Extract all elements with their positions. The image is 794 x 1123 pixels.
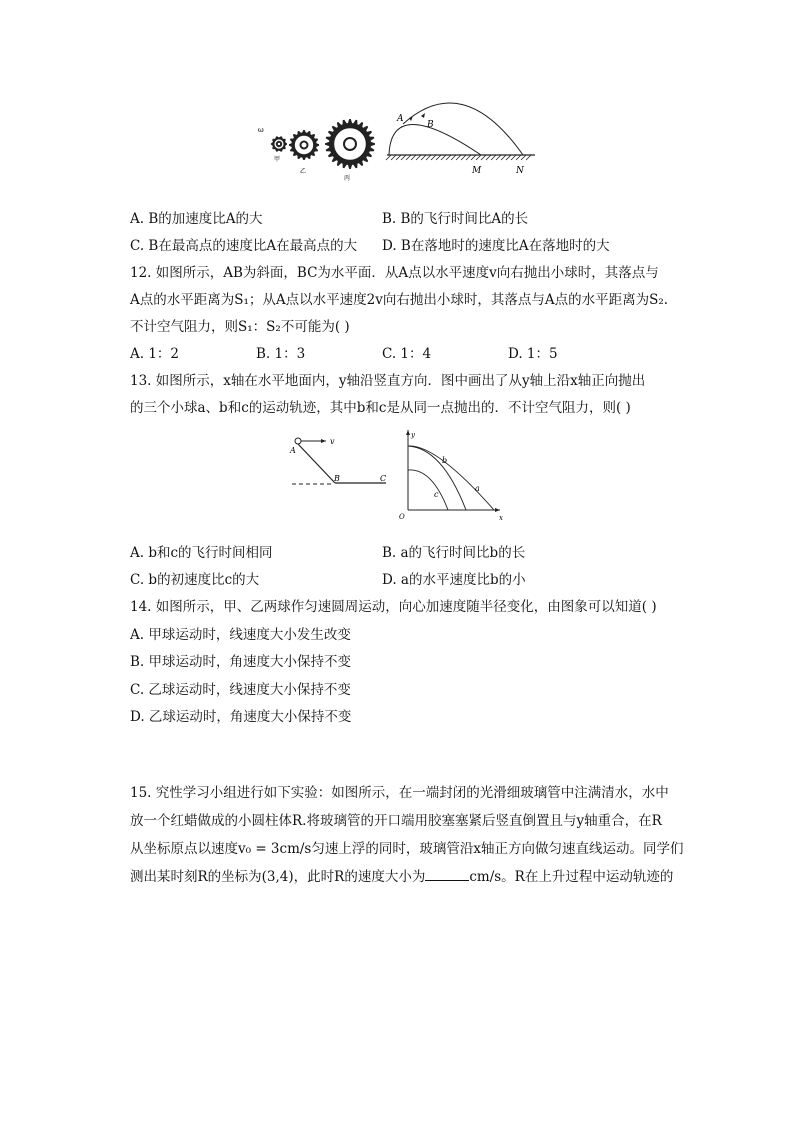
q13-line-1: 13. 如图所示，x轴在水平地面内，y轴沿竖直方向．图中画出了从y轴上沿x轴正向抛出 [130,373,646,389]
q14-option-c: C. 乙球运动时，线速度大小保持不变 [130,682,351,698]
q14-option-d: D. 乙球运动时，角速度大小保持不变 [130,709,352,725]
q14-option-a: A. 甲球运动时，线速度大小发生改变 [130,627,351,643]
curve-label-b: b [442,456,448,465]
trajectory-axes-figure [396,426,506,522]
incline-label-v: v [330,437,335,446]
axes-label-x: x [499,514,503,522]
q11-option-a: A. B的加速度比A的大 [130,211,263,227]
q12-option-d: D. 1：5 [508,346,558,362]
answer-blank[interactable] [425,868,469,881]
gears-omega-label: ω [258,126,264,134]
q12-option-b: B. 1：3 [256,346,306,362]
label-M: M [472,166,482,176]
q15-line-4 [130,867,673,887]
q13-option-d: D. a的水平速度比b的小 [382,572,526,588]
q14-line-1: 14. 如图所示，甲、乙两球作匀速圆周运动，向心加速度随半径变化，由图象可以知道( ) [130,599,657,615]
label-B: B [427,120,434,130]
curve-label-c: c [434,490,439,499]
q11-option-c: C. B在最高点的速度比A在最高点的大 [130,238,358,254]
q13-option-c: C. b的初速度比c的大 [130,572,260,588]
gear-label-bing: 丙 [344,175,351,182]
curve-label-a: a [475,484,480,493]
q12-line-2: A点的水平距离为S₁；从A点以水平速度2v向右抛出小球时，其落点与A点的水平距离为S₂. [130,292,669,308]
q12-option-a: A. 1：2 [130,346,180,362]
q15-line-4-post: cm/s。R在上升过程中运动轨迹的 [469,869,674,885]
q13-option-a: A. b和c的飞行时间相同 [130,545,273,561]
incline-label-A: A [290,446,296,455]
q15-line-2: 放一个红蜡做成的小圆柱体R.将玻璃管的开口端用胶塞塞紧后竖直倒置且与y轴重合，在R [130,813,662,829]
axes-label-y: y [411,431,415,439]
gear-jia [271,136,287,152]
gears-figure [255,118,385,184]
incline-figure [288,433,398,493]
q11-option-b: B. B的飞行时间比A的长 [382,211,529,227]
q13-option-b: B. a的飞行时间比b的长 [382,545,526,561]
q12-line-3: 不计空气阻力，则S₁：S₂不可能为( ) [130,319,350,335]
q12-option-c: C. 1：4 [382,346,432,362]
incline-label-C: C [380,474,387,483]
q12-line-1: 12. 如图所示，AB为斜面，BC为水平面．从A点以水平速度v向右抛出小球时，其落点与 [130,265,659,281]
q14-option-b: B. 甲球运动时，角速度大小保持不变 [130,654,352,670]
gear-yi [289,130,319,160]
q15-line-1: 15. 究性学习小组进行如下实验：如图所示，在一端封闭的光滑细玻璃管中注满清水，水中 [130,785,669,801]
q15-line-4-pre: 测出某时刻R的坐标为(3,4)，此时R的速度大小为 [130,869,426,885]
q15-line-3: 从坐标原点以速度v₀ = 3cm/s匀速上浮的同时，玻璃管沿x轴正方向做匀速直线运动。同学们 [130,841,684,857]
gear-bing [325,119,375,169]
projectile-figure [383,94,543,178]
q13-line-2: 的三个小球a、b和c的运动轨迹，其中b和c是从同一点抛出的．不计空气阻力，则( ) [130,400,631,416]
gear-label-jia: 甲 [274,156,281,163]
axes-label-O: O [399,513,405,521]
q11-option-d: D. B在落地时的速度比A在落地时的大 [382,238,610,254]
incline-label-B: B [334,474,340,483]
gear-label-yi: 乙 [300,168,307,175]
label-A: A [397,114,404,124]
label-N: N [516,166,524,176]
